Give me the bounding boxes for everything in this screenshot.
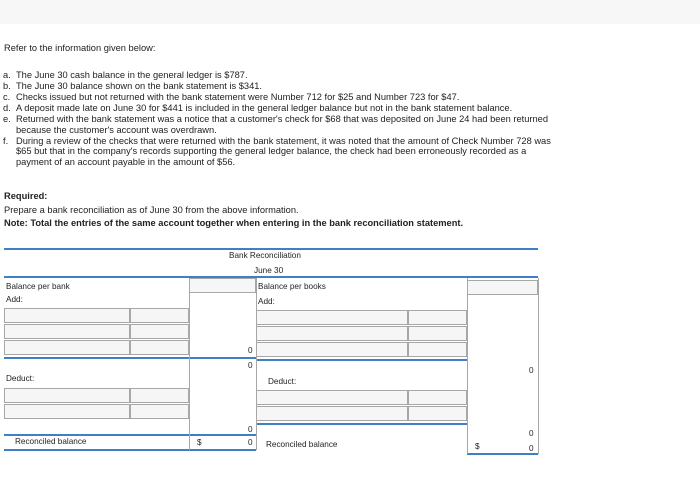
required-heading: Required: xyxy=(4,191,48,201)
books-reconciled-total: 0 xyxy=(529,444,534,453)
books-deduct-row-1-description-field[interactable] xyxy=(256,390,408,405)
info-item-text: payment of an account payable in the amount of $56. xyxy=(16,156,236,167)
bank-deduct-subtotal: 0 xyxy=(248,425,253,434)
bank-add-row-2-description-field[interactable] xyxy=(4,324,130,339)
books-deduct-row-2-description-field[interactable] xyxy=(256,406,408,421)
books-deduct-row-1-amount-field[interactable] xyxy=(408,390,467,405)
books-add-total-rule xyxy=(256,359,467,361)
info-item-text: Checks issued but not returned with the bank statement were Number 712 for $25 and Number 723 for $47. xyxy=(16,92,460,102)
books-add-row-3-description-field[interactable] xyxy=(256,342,408,357)
books-add-row-2-amount-field[interactable] xyxy=(408,326,467,341)
bank-add-row-1-amount-field[interactable] xyxy=(130,308,189,323)
books-total-column-guide xyxy=(467,278,468,454)
balance-per-books-label: Balance per books xyxy=(258,282,326,291)
books-deduct-subtotal: 0 xyxy=(529,429,534,438)
books-deduct-total-rule xyxy=(256,423,467,425)
bank-deduct-total-rule xyxy=(4,434,256,436)
info-item-letter: c. xyxy=(3,92,11,102)
info-item-text: $65 but that in the company's records supporting the general ledger balance, the check had been erroneously recorded as a xyxy=(16,146,527,156)
bank-deduct-row-1-description-field[interactable] xyxy=(4,388,130,403)
books-add-row-2-description-field[interactable] xyxy=(256,326,408,341)
recon-title: Bank Reconciliation xyxy=(229,251,301,260)
center-column-guide xyxy=(256,278,257,450)
bank-reconciled-total: 0 xyxy=(248,438,253,447)
bank-bottom-rule xyxy=(4,449,256,451)
bank-add-label: Add: xyxy=(6,295,23,304)
bank-deduct-row-1-amount-field[interactable] xyxy=(130,388,189,403)
balance-per-bank-label: Balance per bank xyxy=(6,282,70,291)
bank-add-subtotal: 0 xyxy=(248,346,253,355)
info-item-text: A deposit made late on June 30 for $441 is included in the general ledger balance but not in the bank statement balance. xyxy=(16,103,513,113)
required-text: Prepare a bank reconciliation as of June 30 from the above information. xyxy=(4,205,299,215)
books-add-row-3-amount-field[interactable] xyxy=(408,342,467,357)
bank-deduct-label: Deduct: xyxy=(6,374,35,383)
books-add-row-1-amount-field[interactable] xyxy=(408,310,467,325)
top-bar xyxy=(0,0,700,24)
info-item-text: The June 30 cash balance in the general ledger is $787. xyxy=(16,70,248,80)
info-item-text: The June 30 balance shown on the bank statement is $341. xyxy=(16,81,263,91)
bank-deduct-row-2-description-field[interactable] xyxy=(4,404,130,419)
recon-date: June 30 xyxy=(254,266,284,275)
balance-per-bank-amount-field[interactable] xyxy=(189,278,256,293)
info-item-text: During a review of the checks that were returned with the bank statement, it was noted that the amount of Check Number 728 was xyxy=(16,135,551,146)
required-note: Note: Total the entries of the same account together when entering in the bank reconciliation statement. xyxy=(4,218,464,228)
bank-reconciled-currency: $ xyxy=(197,438,202,447)
info-item-letter: f. xyxy=(3,135,9,146)
table-top-rule xyxy=(4,248,538,250)
info-item-text: because the customer's account was overdrawn. xyxy=(16,124,217,135)
books-add-row-1-description-field[interactable] xyxy=(256,310,408,325)
info-item-letter: b. xyxy=(3,81,11,91)
books-reconciled-currency: $ xyxy=(475,442,480,451)
bank-add-total: 0 xyxy=(248,361,253,370)
bank-add-row-2-amount-field[interactable] xyxy=(130,324,189,339)
header-rule xyxy=(4,276,538,278)
right-column-guide xyxy=(538,278,539,454)
bank-add-row-1-description-field[interactable] xyxy=(4,308,130,323)
bank-reconciled-balance-label: Reconciled balance xyxy=(15,437,87,446)
bank-amount-column-guide xyxy=(189,278,190,450)
books-bottom-rule xyxy=(467,453,538,455)
bank-add-row-3-amount-field[interactable] xyxy=(130,340,189,355)
bank-add-total-rule xyxy=(4,357,256,359)
books-deduct-label: Deduct: xyxy=(268,377,297,386)
bank-add-row-3-description-field[interactable] xyxy=(4,340,130,355)
info-item-text: Returned with the bank statement was a notice that a customer's check for $68 that was deposited on June 24 had been returned xyxy=(16,114,549,124)
books-deduct-row-2-amount-field[interactable] xyxy=(408,406,467,421)
books-reconciled-balance-label: Reconciled balance xyxy=(266,440,338,449)
books-add-total: 0 xyxy=(529,366,534,375)
info-item-letter: a. xyxy=(3,70,11,80)
books-add-label: Add: xyxy=(258,297,275,306)
info-item-letter: d. xyxy=(3,103,11,113)
intro-text: Refer to the information given below: xyxy=(4,43,156,53)
bank-deduct-row-2-amount-field[interactable] xyxy=(130,404,189,419)
balance-per-books-amount-field[interactable] xyxy=(467,280,538,295)
info-item-letter: e. xyxy=(3,114,11,124)
